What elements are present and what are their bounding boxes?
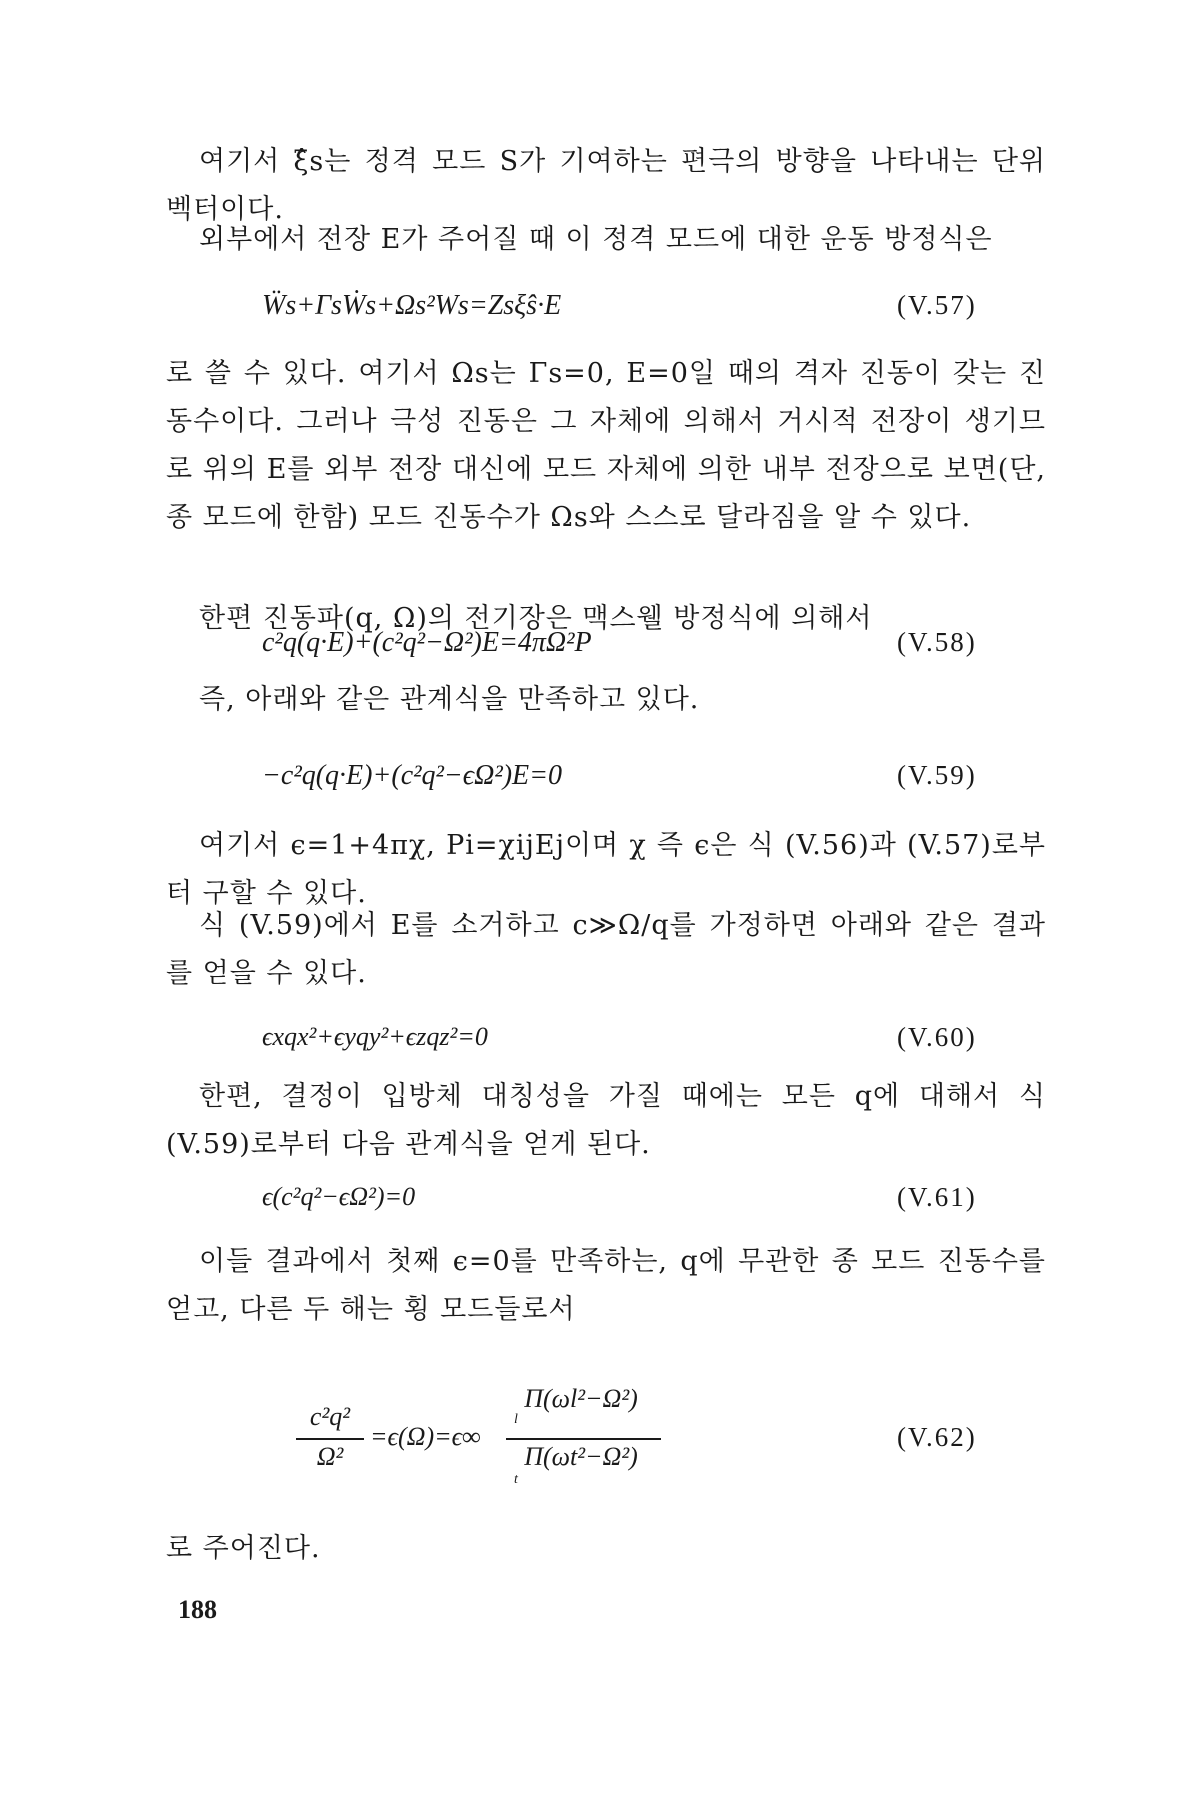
- equation-number-v61: (V.61): [897, 1182, 977, 1212]
- equation-v61: ϵ(c²q²−ϵΩ²)=0: [262, 1182, 416, 1211]
- paragraph-given-by: 로 주어진다.: [166, 1533, 321, 1564]
- paragraph-cubic-symmetry: 한편, 결정이 입방체 대칭성을 가질 때에는 모든 q에 대해서 식 (V.59)로부터 다음 관계식을 얻게 된다.: [166, 1081, 1046, 1160]
- paragraph-eliminate-e: 식 (V.59)에서 E를 소거하고 c≫Ω/q를 가정하면 아래와 같은 결과를 얻을 수 있다.: [166, 910, 1046, 989]
- paragraph-unit-vector: 여기서 ξ̂s는 정격 모드 S가 기여하는 편극의 방향을 나타내는 단위 벡터이다.: [166, 146, 1046, 225]
- equation-number-v57: (V.57): [897, 290, 977, 320]
- equation-number-v58: (V.58): [897, 627, 977, 657]
- lhs-denominator: Ω²: [316, 1442, 344, 1471]
- equation-v60: ϵxqx²+ϵyqy²+ϵzqz²=0: [262, 1022, 488, 1051]
- page-number: 188: [178, 1595, 217, 1624]
- paragraph-maxwell-intro: 한편 진동파(q, Ω)의 전기장은 맥스웰 방정식에 의해서: [199, 603, 873, 634]
- paragraph-longitudinal-transverse: 이들 결과에서 첫째 ϵ=0를 만족하는, q에 무관한 종 모드 진동수를 얻고, 다른 두 해는 횡 모드들로서: [166, 1246, 1046, 1325]
- paragraph-epsilon-definition: 여기서 ϵ=1+4πχ, Pi=χijEj이며 χ 즉 ϵ은 식 (V.56)과 (V.57)로부터 구할 수 있다.: [166, 830, 1046, 909]
- rhs-denominator-subscript: t: [514, 1472, 518, 1487]
- equation-v58: c²q(q·E)+(c²q²−Ω²)E=4πΩ²P: [262, 627, 592, 658]
- rhs-numerator: Π(ωl²−Ω²): [524, 1384, 638, 1413]
- rhs-numerator-subscript: l: [514, 1412, 518, 1427]
- rhs-denominator: Π(ωt²−Ω²): [524, 1442, 638, 1471]
- paragraph-equation-of-motion-intro: 외부에서 전장 E가 주어질 때 이 정격 모드에 대한 운동 방정식은: [199, 224, 993, 255]
- middle-expression: =ϵ(Ω)=ϵ∞: [370, 1422, 481, 1451]
- equation-number-v62: (V.62): [897, 1422, 977, 1452]
- paragraph-relation-intro: 즉, 아래와 같은 관계식을 만족하고 있다.: [199, 684, 700, 715]
- equation-v59: −c²q(q·E)+(c²q²−ϵΩ²)E=0: [262, 760, 563, 791]
- lhs-numerator: c²q²: [309, 1402, 351, 1431]
- equation-v57: Ẅs+ΓsẆs+Ωs²Ws=Zsξ̂s·E: [262, 290, 562, 321]
- equation-v62: [296, 1384, 796, 1510]
- rhs-fraction-bar: [506, 1438, 661, 1440]
- paragraph-polar-vibration: 로 쓸 수 있다. 여기서 Ωs는 Γs=0, E=0일 때의 격자 진동이 갖는 진동수이다. 그러나 극성 진동은 그 자체에 의해서 거시적 전장이 생기므로 위의 E를 외부 전장 대신에 모드 자체에 의한 내부 전장으로 보면(단, 종 모드에 한함) 모드 진동수가 Ωs와 스스로 달라짐을 알 수 있다.: [166, 358, 1046, 533]
- equation-number-v59: (V.59): [897, 760, 977, 790]
- lhs-fraction-bar: [296, 1438, 364, 1440]
- equation-number-v60: (V.60): [897, 1022, 977, 1052]
